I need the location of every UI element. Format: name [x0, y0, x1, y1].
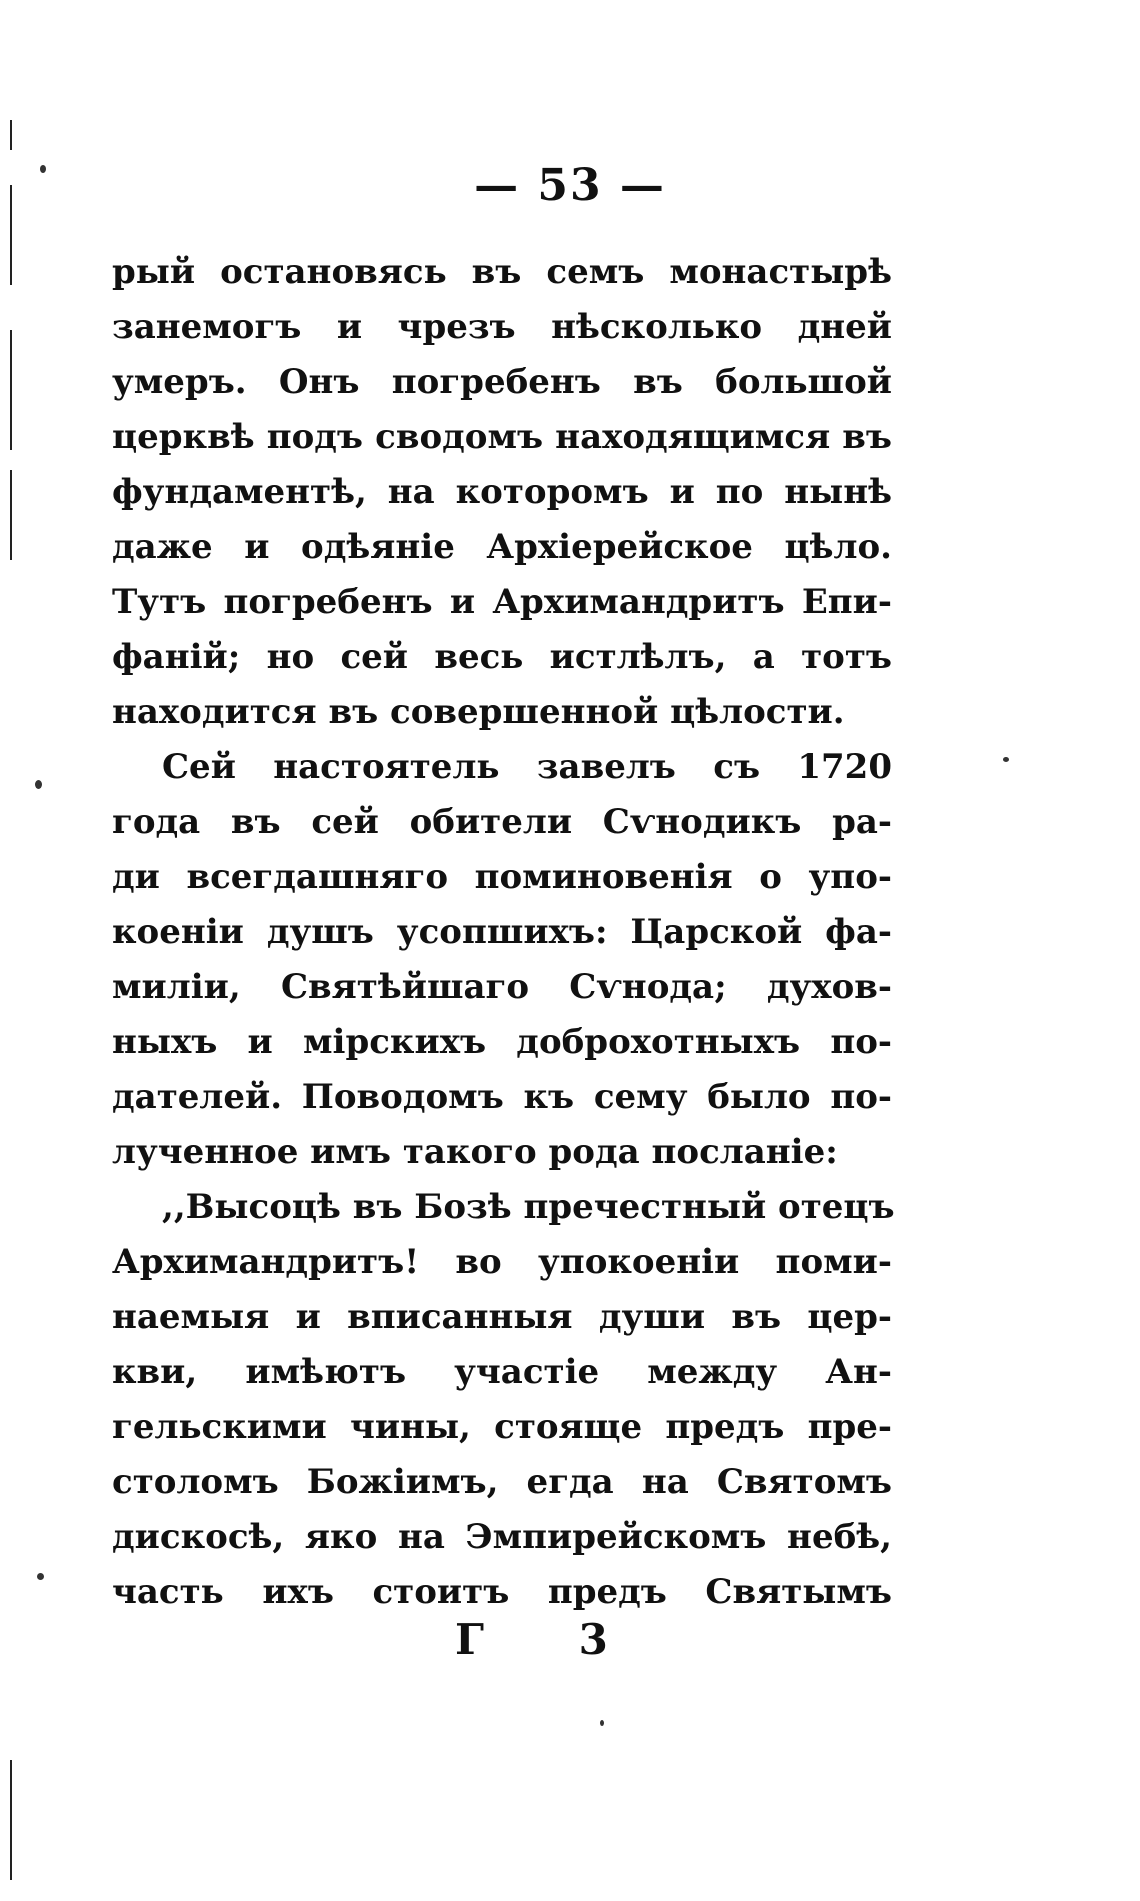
scan-edge-mark: [10, 1760, 12, 1880]
scan-speck: [35, 780, 42, 789]
text-line: ныхъ и мірскихъ доброхотныхъ по-: [112, 1022, 892, 1062]
text-line: рый остановясь въ семъ монастырѣ: [112, 252, 892, 292]
text-line: года въ сей обители Сѵнодикъ ра-: [112, 802, 892, 842]
text-line: наемыя и вписанныя души въ цер-: [112, 1297, 892, 1337]
text-line: гельскими чины, стояще предъ пре-: [112, 1407, 892, 1447]
text-line: миліи, Святѣйшаго Сѵнода; духов-: [112, 967, 892, 1007]
page-number: — 53 —: [474, 160, 666, 211]
text-line: умеръ. Онъ погребенъ въ большой: [112, 362, 892, 402]
text-line: коеніи душъ усопшихъ: Царской фа-: [112, 912, 892, 952]
text-line: фундаментѣ, на которомъ и по нынѣ: [112, 472, 892, 512]
signature-mark: Г 3: [455, 1615, 648, 1664]
scan-speck: [1003, 757, 1009, 762]
text-line: ,,Высоцѣ въ Бозѣ пречестный отецъ: [162, 1187, 895, 1227]
page-text: [112, 245, 895, 1620]
text-line: часть ихъ стоитъ предъ Святымъ: [112, 1572, 892, 1612]
text-line: дискосѣ, яко на Эмпирейскомъ небѣ,: [112, 1517, 892, 1557]
scan-speck: [600, 1720, 604, 1726]
text-line: Архимандритъ! во упокоеніи поми-: [112, 1242, 892, 1282]
scan-speck: [37, 1573, 44, 1580]
scan-edge-mark: [10, 470, 12, 560]
text-line: фаній; но сей весь истлѣлъ, а тотъ: [112, 637, 892, 677]
text-line: даже и одѣяніе Архіерейское цѣло.: [112, 527, 892, 567]
text-line: ди всегдашняго поминовенія о упо-: [112, 857, 892, 897]
text-line: лученное имъ такого рода посланіе:: [112, 1132, 838, 1172]
text-line: Тутъ погребенъ и Архимандритъ Епи-: [112, 582, 892, 622]
text-line: дателей. Поводомъ къ сему было по-: [112, 1077, 892, 1117]
text-line: занемогъ и чрезъ нѣсколько дней: [112, 307, 892, 347]
scan-edge-mark: [10, 120, 12, 150]
text-line: Сей настоятель завелъ съ 1720: [162, 747, 892, 787]
text-line: церквѣ подъ сводомъ находящимся въ: [112, 417, 892, 457]
text-line: находится въ совершенной цѣлости.: [112, 692, 845, 732]
scan-edge-mark: [10, 330, 12, 450]
text-line: кви, имѣютъ участіе между Ан-: [112, 1352, 892, 1392]
text-line: столомъ Божіимъ, егда на Святомъ: [112, 1462, 892, 1502]
